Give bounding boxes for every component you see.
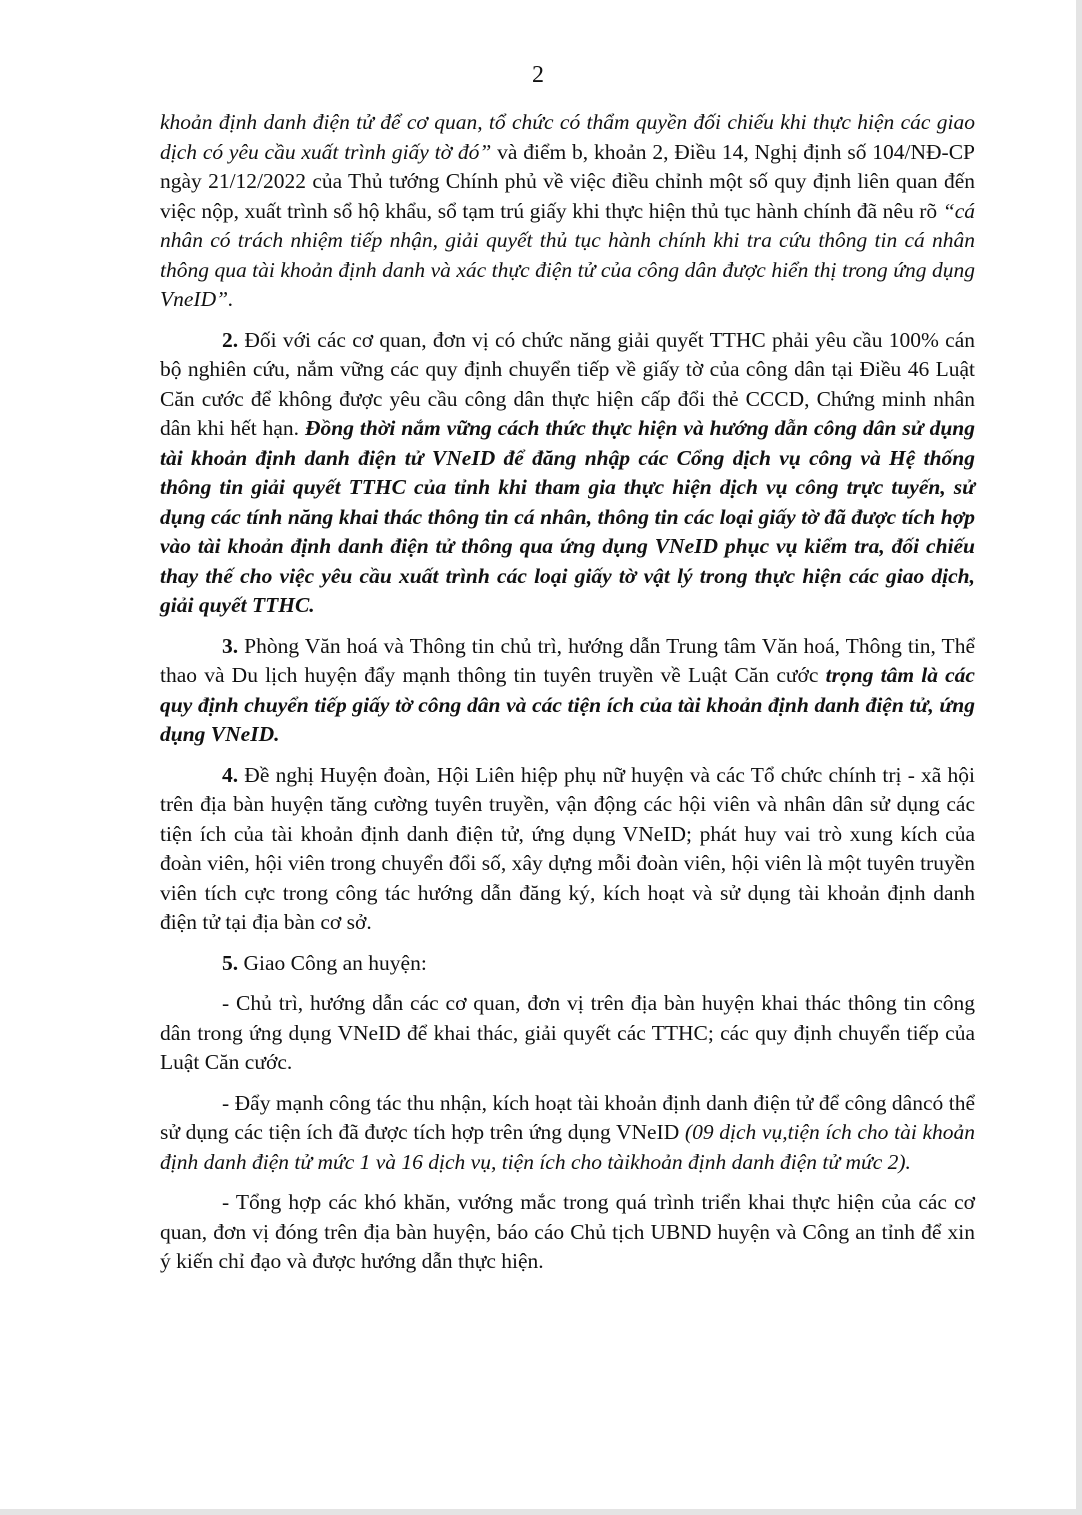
item-number: 2. <box>222 327 239 352</box>
paragraph-2 <box>160 326 975 621</box>
document-body <box>160 108 975 1288</box>
quote-text: khoản định danh điện tử để cơ quan, tổ chức có thẩm quyền đối chiếu khi thực hiện các giao dịch có yêu cầu xuất trình giấy tờ đó” <box>160 110 975 164</box>
item-number: 3. <box>222 633 239 658</box>
note-text: (09 dịch vụ,tiện ích cho tài khoản định danh điện tử mức 1 và 16 dịch vụ, tiện ích cho tàikhoản định danh điện tử mức 2). <box>160 1120 975 1174</box>
paragraph-1 <box>160 108 975 315</box>
paragraph-6: - Chủ trì, hướng dẫn các cơ quan, đơn vị trên địa bàn huyện khai thác thông tin công dân trong ứng dụng VNeID để khai thác, giải quyết các TTHC; các quy định chuyển tiếp của Luật Căn cước. <box>160 991 975 1074</box>
paragraph-text: Đề nghị Huyện đoàn, Hội Liên hiệp phụ nữ huyện và các Tổ chức chính trị - xã hội trên địa bàn huyện tăng cường tuyên truyền, vận động các hội viên và nhân dân sử dụng các tiện ích của tài khoản định danh điện tử, ứng dụng VNeID; phát huy vai trò xung kích của đoàn viên, hội viên trong chuyển đổi số, xây dựng mỗi đoàn viên, hội viên là một tuyên truyền viên tích cực trong công tác hướng dẫn đăng ký, kích hoạt và sử dụng tài khoản định danh điện tử tại địa bàn cơ sở. <box>160 762 975 934</box>
quote-text: “cá nhân có trách nhiệm tiếp nhận, giải quyết thủ tục hành chính khi tra cứu thông tin cá nhân thông qua tài khoản định danh và xác thực điện tử của công dân được hiển thị trong ứng dụng VneID”. <box>160 198 975 311</box>
page-number: 2 <box>532 62 544 88</box>
paragraph-8: - Tổng hợp các khó khăn, vướng mắc trong quá trình triển khai thực hiện của các cơ quan, đơn vị đóng trên địa bàn huyện, báo cáo Chủ tịch UBND huyện và Công an tỉnh để xin ý kiến chỉ đạo và được hướng dẫn thực hiện. <box>160 1190 975 1273</box>
item-number: 4. <box>222 762 239 787</box>
emphasis-text: trọng tâm là các quy định chuyển tiếp giấy tờ công dân và các tiện ích của tài khoản định danh điện tử, ứng dụng VNeID. <box>160 663 975 746</box>
paragraph-text: Đối với các cơ quan, đơn vị có chức năng giải quyết TTHC phải yêu cầu 100% cán bộ nghiên cứu, nắm vững các quy định chuyển tiếp về giấy tờ của công dân tại Điều 46 Luật Căn cước để không được yêu cầu công dân thực hiện cấp đổi thẻ CCCD, Chứng minh nhân dân khi hết hạn. <box>160 327 975 440</box>
paragraph-text: Phòng Văn hoá và Thông tin chủ trì, hướng dẫn Trung tâm Văn hoá, Thông tin, Thể thao và Du lịch huyện đẩy mạnh thông tin tuyên truyền về Luật Căn cước <box>160 633 975 687</box>
paragraph-7 <box>160 1089 975 1178</box>
paragraph-text: Giao Công an huyện: <box>238 950 427 975</box>
paragraph-4 <box>160 761 975 938</box>
emphasis-text: Đồng thời nắm vững cách thức thực hiện và hướng dẫn công dân sử dụng tài khoản định danh điện tử VNeID để đăng nhập các Cổng dịch vụ công và Hệ thống thông tin giải quyết TTHC của tỉnh khi tham gia thực hiện dịch vụ công trực tuyến, sử dụng các tính năng khai thác thông tin cá nhân, thông tin các loại giấy tờ đã được tích hợp vào tài khoản định danh điện tử thông qua ứng dụng VNeID phục vụ kiểm tra, đối chiếu thay thế cho việc yêu cầu xuất trình các loại giấy tờ vật lý trong thực hiện các giao dịch, giải quyết TTHC. <box>160 416 976 617</box>
paragraph-text: - Đẩy mạnh công tác thu nhận, kích hoạt tài khoản định danh điện tử để công dâncó thể sử dụng các tiện ích đã được tích hợp trên ứng dụng VNeID <box>160 1090 975 1144</box>
paragraph-5 <box>160 949 975 979</box>
paragraph-text: và điểm b, khoản 2, Điều 14, Nghị định số 104/NĐ-CP ngày 21/12/2022 của Thủ tướng Chính phủ về việc điều chỉnh một số quy định liên quan đến việc nộp, xuất trình sổ hộ khẩu, sổ tạm trú giấy khi thực hiện thủ tục hành chính đã nêu rõ <box>160 139 975 223</box>
paragraph-3 <box>160 632 975 750</box>
item-number: 5. <box>222 950 239 975</box>
